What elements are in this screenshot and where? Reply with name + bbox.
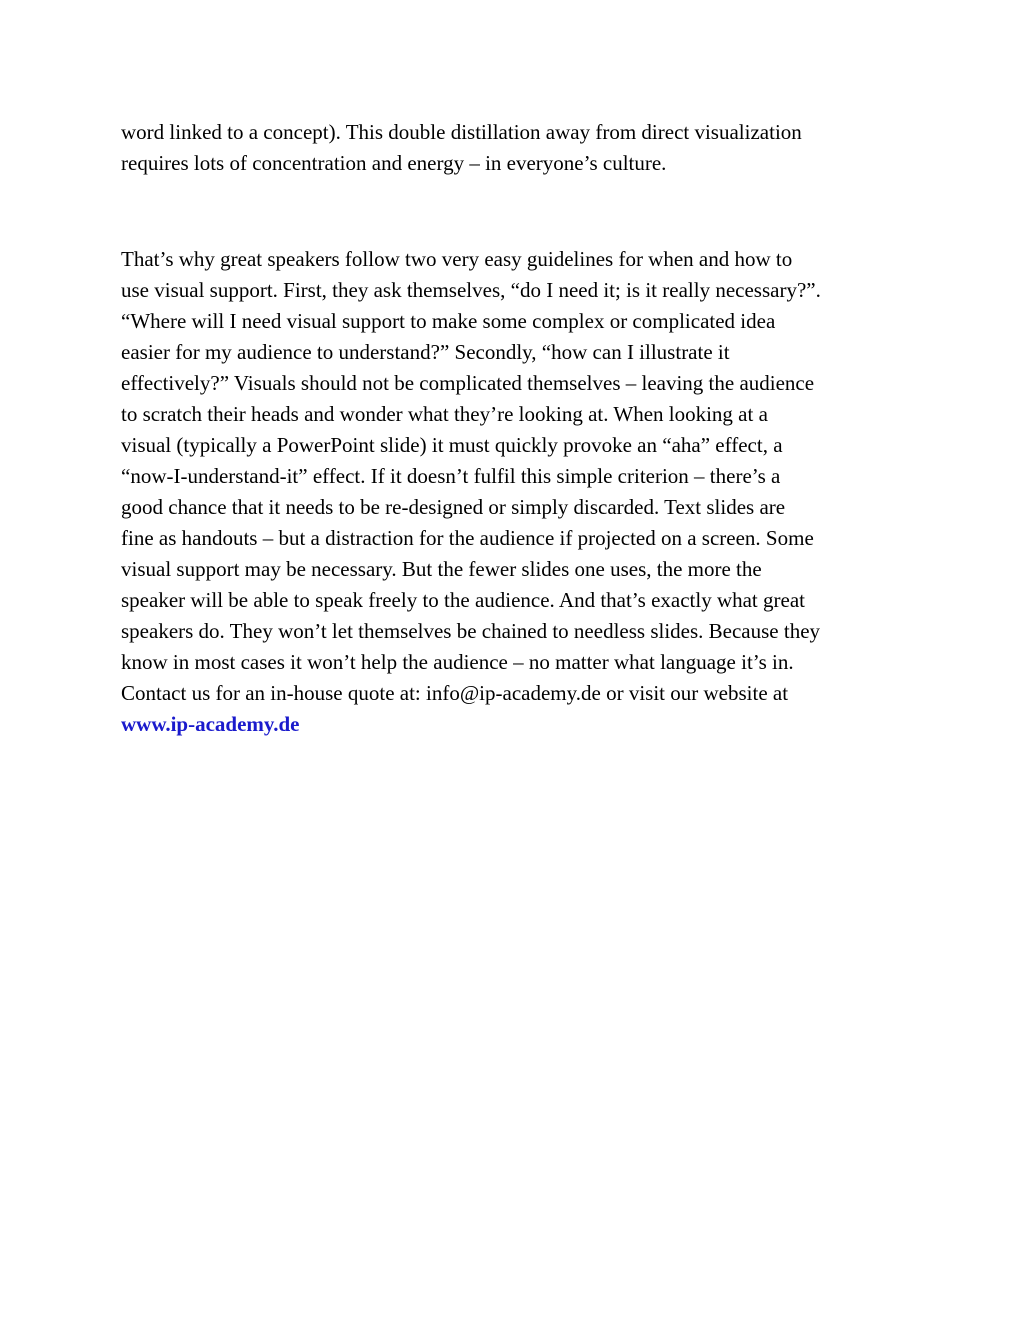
text-line: That’s why great speakers follow two very easy guidelines for when and how to bbox=[121, 247, 793, 271]
website-link[interactable]: www.ip-academy.de bbox=[121, 712, 300, 736]
paragraph-concept-distillation bbox=[121, 117, 921, 179]
text-line: effectively?” Visuals should not be complicated themselves – leaving the audience bbox=[121, 371, 815, 395]
text-line: to scratch their heads and wonder what they’re looking at. When looking at a bbox=[121, 402, 768, 426]
paragraph-speaker-guidelines bbox=[121, 244, 921, 740]
text-line: speakers do. They won’t let themselves be chained to needless slides. Because they bbox=[121, 619, 821, 643]
text-line: easier for my audience to understand?” Secondly, “how can I illustrate it bbox=[121, 340, 730, 364]
contact-line: Contact us for an in-house quote at: info@ip-academy.de or visit our website at bbox=[121, 681, 789, 705]
text-line: good chance that it needs to be re-designed or simply discarded. Text slides are bbox=[121, 495, 786, 519]
text-line: speaker will be able to speak freely to the audience. And that’s exactly what great bbox=[121, 588, 805, 612]
website-line bbox=[121, 709, 921, 740]
text-line: visual support may be necessary. But the fewer slides one uses, the more the bbox=[121, 557, 762, 581]
text-line: “now-I-understand-it” effect. If it doesn’t fulfil this simple criterion – there’s a bbox=[121, 464, 781, 488]
text-line: know in most cases it won’t help the audience – no matter what language it’s in. bbox=[121, 650, 794, 674]
text-line: word linked to a concept). This double distillation away from direct visualization bbox=[121, 120, 802, 144]
text-line: “Where will I need visual support to make some complex or complicated idea bbox=[121, 309, 776, 333]
text-line: requires lots of concentration and energy – in everyone’s culture. bbox=[121, 151, 667, 175]
text-line: use visual support. First, they ask themselves, “do I need it; is it really necessary?”. bbox=[121, 278, 821, 302]
text-line: fine as handouts – but a distraction for the audience if projected on a screen. Some bbox=[121, 526, 814, 550]
text-line: visual (typically a PowerPoint slide) it must quickly provoke an “aha” effect, a bbox=[121, 433, 783, 457]
